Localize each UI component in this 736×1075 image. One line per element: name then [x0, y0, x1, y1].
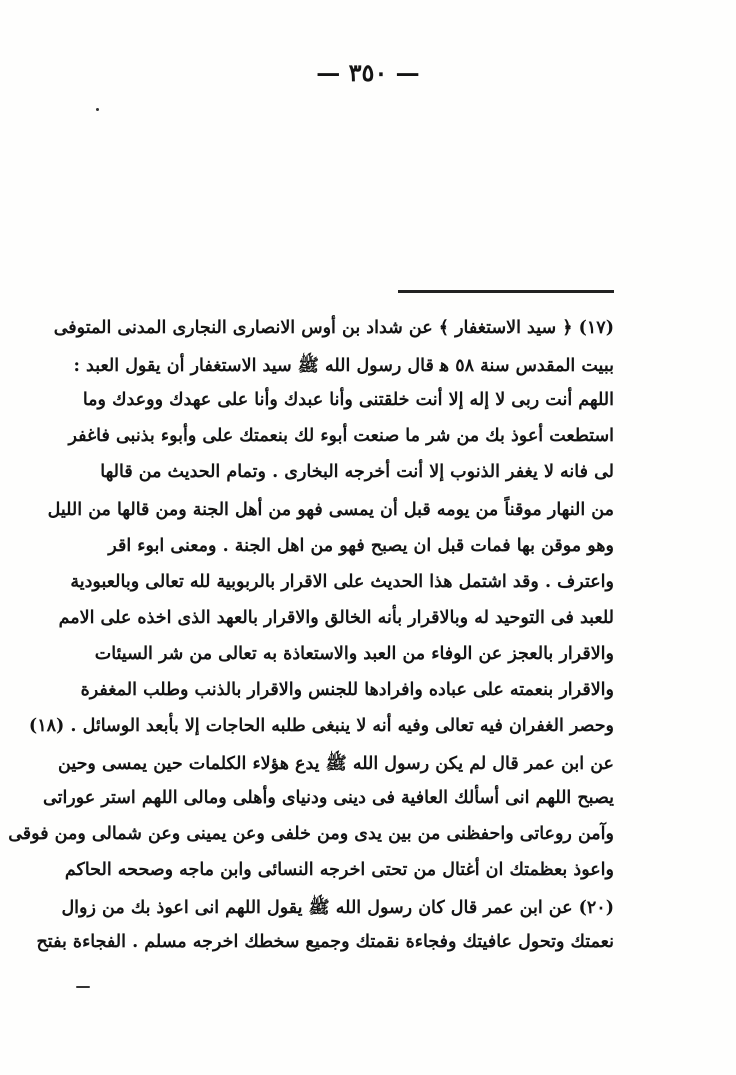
- commentary-line: وآمن روعاتى واحفظنى من بين يدى ومن خلفى وعن يمينى وعن شمالى ومن فوقى: [8, 824, 614, 844]
- commentary-line: للعبد فى التوحيد له وبالاقرار بأنه الخالق والاقرار بالعهد الذى اخذه على الامم: [58, 608, 614, 628]
- ink-speck: [96, 108, 99, 111]
- commentary-line: واعوذ بعظمتك ان أغتال من تحتى اخرجه النسائى وابن ماجه وصححه الحاكم: [64, 860, 614, 880]
- ink-mark: [76, 986, 90, 988]
- commentary-line: لى فانه لا يغفر الذنوب إلا أنت أخرجه البخارى . وتمام الحديث من قالها: [100, 462, 614, 482]
- commentary-line: من النهار موقناً من يومه قبل أن يمسى فهو من أهل الجنة ومن قالها من الليل: [47, 500, 614, 520]
- commentary-line: والاقرار بالعجز عن الوفاء من العبد والاستعاذة به تعالى من شر السيئات: [94, 644, 614, 664]
- page-number: — ٣٥٠ —: [316, 58, 420, 87]
- commentary-line: نعمتك وتحول عافيتك وفجاءة نقمتك وجميع سخطك اخرجه مسلم . الفجاءة بفتح: [36, 932, 614, 952]
- commentary-line: عن ابن عمر قال لم يكن رسول الله ﷺ يدع هؤلاء الكلمات حين يمسى وحين: [58, 754, 614, 774]
- commentary-line: (٢٠) عن ابن عمر قال كان رسول الله ﷺ يقول اللهم انى اعوذ بك من زوال: [61, 898, 614, 918]
- commentary-line: يصبح اللهم انى أسألك العافية فى دينى ودنياى وأهلى ومالى اللهم استر عوراتى: [42, 788, 614, 808]
- commentary-line: اللهم أنت ربى لا إله إلا أنت خلقتنى وأنا عبدك وأنا على عهدك ووعدك وما: [82, 390, 614, 410]
- footnote-separator: [398, 290, 614, 293]
- commentary-line: واعترف . وقد اشتمل هذا الحديث على الاقرار بالربوبية لله تعالى وبالعبودية: [70, 572, 614, 592]
- commentary-line: وحصر الغفران فيه تعالى وفيه أنه لا ينبغى طلبه الحاجات إلا بأبعد الوسائل . (١٨): [28, 716, 614, 736]
- commentary-line: استطعت أعوذ بك من شر ما صنعت أبوء لك بنعمتك على وأبوء بذنبى فاغفر: [68, 426, 614, 446]
- commentary-line: وهو موقن بها فمات قبل ان يصبح فهو من اهل الجنة . ومعنى ابوء اقر: [108, 536, 614, 556]
- commentary-line: (١٧) ﴿ سيد الاستغفار ﴾ عن شداد بن أوس الانصارى النجارى المدنى المتوفى: [53, 318, 614, 338]
- commentary-line: والاقرار بنعمته على عباده وافرادها للجنس والاقرار بالذنب وطلب المغفرة: [80, 680, 614, 700]
- commentary-line: ببيت المقدس سنة ٥٨ ﻫ قال رسول الله ﷺ سيد الاستغفار أن يقول العبد :: [73, 356, 614, 376]
